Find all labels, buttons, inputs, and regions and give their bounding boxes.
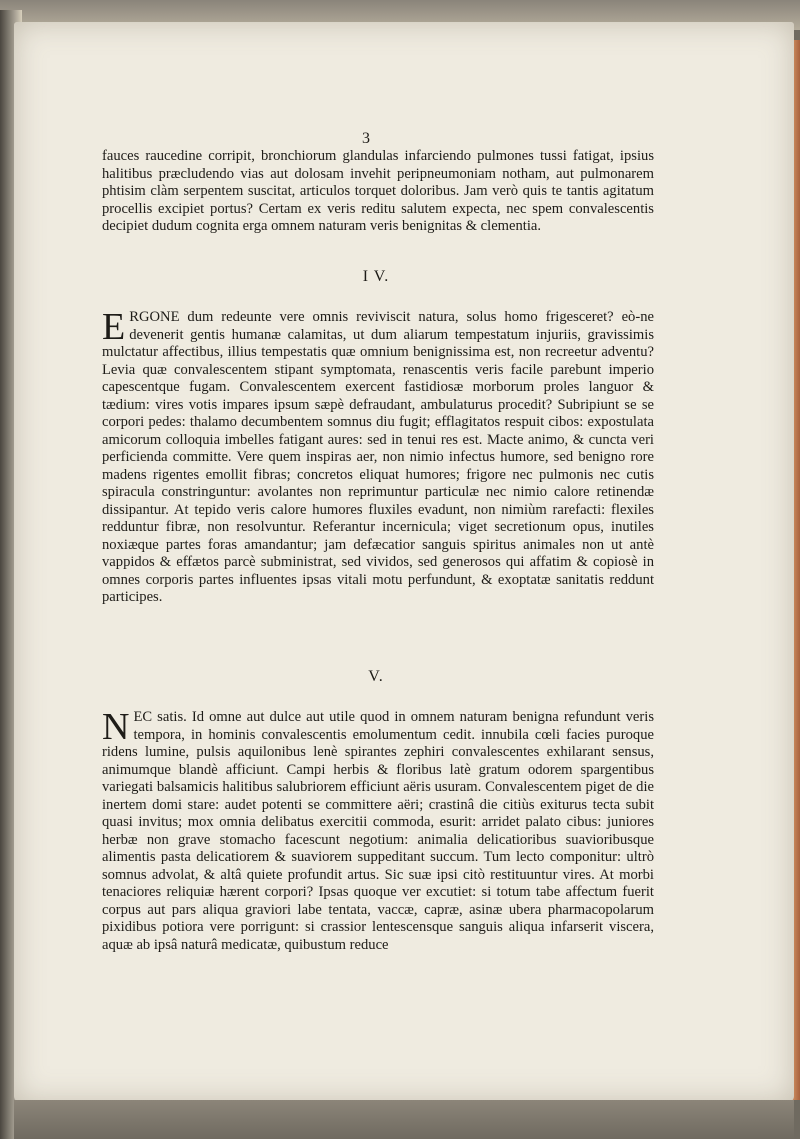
section-v-paragraph <box>102 706 654 954</box>
section-iv-text: RGONE dum redeunte vere omnis reviviscit natura, solus homo frigesceret? eò-ne devenerit gentis humanæ calamitas, ut dum aliarum tempestatum injuriis, gravissimis mulctatur affectibus, illius tempestatis quæ omnium benignissima est, non recreetur adventu? Levia quæ convalescentem stipant symptomata, renascentis veris facile parebunt imperio capescentque fugam. Convalescentem exercent fastidiosæ morborum proles languor & tædium: vires votis impares ipsum sæpè defraudant, ambulaturus procedit? Subripiunt se se corpori pedes: thalamo decumbentem somnus diu fugit; efflagitatos respuit cibos: expostulata amicorum colloquia imbelles fatigant aures: sed in tenui res est. Macte animo, & cuncta veri perficienda committe. Vere quem inspiras aer, non nimio infectus humore, sed benigno rore madens rigentes emollit fibras; concretos eliquat humores; frigore nec pulmonis nec cutis spiracula constringuntur: avolantes non reprimuntur particulæ nec nimio calore retinendæ dissipantur. At tepido veris calore humores fluxiles evadunt, non nimiùm rarefacti: flexiles redduntur fibræ, non resolvuntur. Referantur incernicula; viget secretionum opus, inutiles noxiæque partes foras amandantur; jam defæcatior sanguis spiritus animales non ut antè vappidos & effætos parcè subministrat, sed vividos, sed generosos qui affatim & copiosè in omnes corporis partes influentes ipsas vitali motu perfundunt, & exoptatæ sanitatis reddunt participes. <box>102 309 654 605</box>
book-bottom-edge <box>14 1100 794 1139</box>
section-iv-paragraph <box>102 306 654 607</box>
dropcap-n: N <box>102 706 130 748</box>
page-number: 3 <box>362 130 370 147</box>
section-heading-iv: I V. <box>362 268 390 285</box>
paragraph-continued: fauces raucedine corripit, bronchiorum glandulas infarciendo pulmones tussi fatigat, ipsius halitibus præcludendo vias aut dolosam invehit peripneumoniam notham, aut pulmonarem phtisim clàm serpentem suscitat, articulos torquet doloribus. Jam verò quis te tantis agitatum procellis excipiet portus? Certam ex veris reditu salutem expecta, nec spem convalescentis decipiet dudum cognita erga omnem naturam veris benignitas & clementia. <box>102 148 654 234</box>
section-heading-v: V. <box>368 668 384 685</box>
dropcap-e: E <box>102 306 126 348</box>
book-page <box>14 22 794 1102</box>
section-v-text: EC satis. Id omne aut dulce aut utile quod in omnem naturam benigna refundunt veris tempora, in hominis convalescentis emolumentum cedit. innubila cœli facies puroque ridens lumine, pulsis aquilonibus lenè spirantes zephiri convalescentes exhilarant sensus, animumque blandè afficiunt. Campi herbis & floribus latè gratum odorem spargentibus variegati balsamicis halitibus salubriorem efficiunt aëris usuram. Convalescentem piget de die inertem domi stare: audet potenti se committere aëri; crastinâ die citiùs exiturus tecta subit quasi invitus; mox omnia delibatus exercitii commoda, esurit: arridet palato cibus: juniores herbæ non grave stomacho facescunt negotium: animalia delicatioribus suavioribusque alimentis pasta delicatiorem & suaviorem suppeditant succum. Tum lecto componitur: ultrò somnus advolat, & altâ quiete profundit artus. Sic suæ ipsi citò restituuntur vires. At morbi tenaciores reliquiæ hærent corpori? Ipsas quoque ver excutiet: si totum tabe affectum fuerit corpus aut pars aliqua graviori labe tentata, vaccæ, capræ, asinæ ubera pharmacopolarum pixidibus potiora vere porrigunt: si crassior lentescensque sanguis aliqua infarserit viscera, aquæ ab ipsâ naturâ medicatæ, quibustum reduce <box>102 709 654 953</box>
